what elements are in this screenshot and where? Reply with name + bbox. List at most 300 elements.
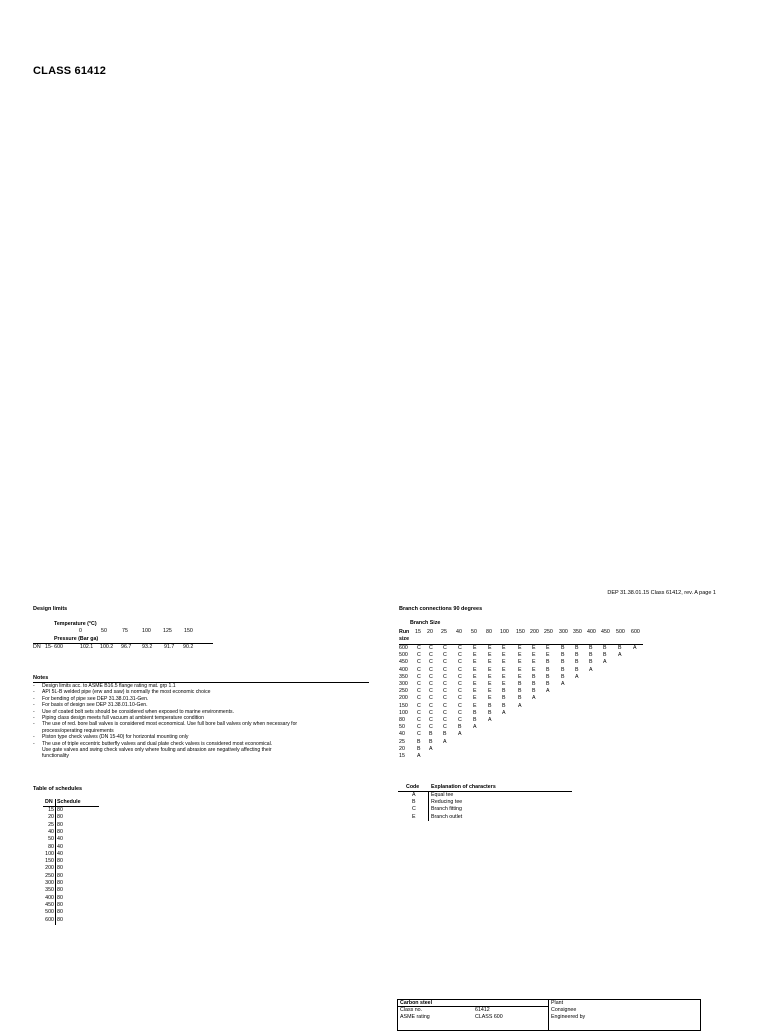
branch-heading: Branch connections 90 degrees (399, 606, 483, 612)
branch-code: B (546, 666, 550, 673)
temp-value: 50 (101, 628, 107, 634)
pressure-value: 91.7 (164, 644, 175, 650)
branch-code: C (458, 666, 462, 673)
branch-code: C (429, 659, 433, 666)
temp-value: 150 (184, 628, 193, 634)
note-text: Piston type check valves (DN 15-40) for horizontal mounting only (42, 734, 189, 741)
branch-code: B (518, 681, 522, 687)
codes-col-code: Code (406, 784, 420, 790)
branch-code: B (561, 666, 565, 673)
notes-heading: Notes (33, 675, 49, 681)
branch-run-size: 350 (399, 673, 408, 680)
branch-code: C (429, 645, 433, 651)
branch-code: E (518, 659, 522, 666)
schedules-col-schedule: Schedule (57, 799, 81, 805)
branch-code: E (532, 659, 536, 666)
branch-code: C (417, 681, 421, 687)
branch-code: C (429, 673, 433, 680)
branch-row (0, 717, 768, 724)
branch-code: A (443, 738, 447, 745)
schedule-row (0, 865, 120, 872)
temp-value: 125 (163, 628, 172, 634)
branch-code: C (443, 688, 447, 695)
branch-code: C (443, 724, 447, 731)
schedule-row (0, 822, 120, 829)
branch-code: B (417, 738, 421, 745)
schedule-value: 40 (57, 850, 63, 857)
code-letter: C (412, 806, 416, 813)
schedule-value: 80 (57, 865, 63, 872)
branch-code: E (518, 666, 522, 673)
code-row (0, 806, 600, 813)
branch-code: C (429, 688, 433, 695)
branch-run-size: 80 (399, 717, 405, 723)
branch-code: B (561, 659, 565, 666)
branch-code: C (443, 695, 447, 702)
run-label: Run (399, 629, 410, 635)
branch-code: E (518, 673, 522, 680)
code-letter: A (412, 792, 416, 798)
branch-code: C (443, 709, 447, 716)
branch-code: C (417, 717, 421, 723)
branch-code: E (473, 645, 477, 651)
schedule-value: 80 (57, 821, 63, 828)
branch-code: E (473, 652, 477, 659)
branch-code: C (417, 645, 421, 651)
branch-code: B (429, 731, 433, 738)
branch-run-size: 15 (399, 753, 405, 759)
branch-code: C (429, 702, 433, 709)
branch-col-label: 80 (486, 629, 492, 635)
branch-code: E (532, 666, 536, 673)
branch-code: A (518, 702, 522, 709)
branch-col-label: 350 (573, 629, 582, 635)
branch-code: B (502, 695, 506, 702)
branch-code: A (488, 717, 492, 723)
branch-code: C (417, 688, 421, 695)
rating-label: ASME rating (400, 1014, 430, 1020)
branch-code: A (575, 673, 579, 680)
schedule-row (0, 902, 120, 909)
schedule-dn: 80 (48, 843, 54, 850)
note-text: Use of coated bolt sets should be considered when exposed to marine environments. (42, 708, 234, 715)
schedule-row (0, 895, 120, 902)
schedule-dn: 20 (48, 814, 54, 821)
branch-code: A (502, 709, 506, 716)
schedule-value: 80 (57, 872, 63, 879)
branch-code: E (473, 695, 477, 702)
branch-code: A (532, 695, 536, 702)
dn-range: 15- 600 (45, 644, 63, 650)
schedule-value: 80 (57, 916, 63, 923)
branch-code: C (443, 666, 447, 673)
branch-run-size: 200 (399, 695, 408, 702)
note-bullet: - (33, 695, 35, 702)
schedule-dn: 100 (45, 850, 54, 857)
branch-code: E (473, 702, 477, 709)
branch-run-size: 25 (399, 738, 405, 745)
branch-code: E (532, 652, 536, 659)
branch-code: C (443, 673, 447, 680)
code-letter: B (412, 799, 416, 806)
branch-code: C (458, 659, 462, 666)
pressure-value: 93.2 (142, 644, 153, 650)
branch-col-label: 50 (471, 629, 477, 635)
page-title: CLASS 61412 (33, 65, 107, 77)
title-block-divider (548, 1000, 549, 1030)
branch-code: E (518, 645, 522, 651)
branch-code: C (458, 673, 462, 680)
branch-code: E (502, 645, 506, 651)
branch-row (0, 703, 768, 710)
code-row (0, 799, 600, 806)
note-text: The use of red. bore ball valves is considered most economical. Use full bore ball valves only when necessary for (42, 721, 298, 728)
branch-code: C (429, 652, 433, 659)
note-text: For bending of pipe see DEP 31.38.01.31-Gen. (42, 695, 149, 702)
branch-code: B (417, 745, 421, 752)
branch-code: B (458, 724, 462, 731)
branch-code: A (561, 681, 565, 687)
branch-code: B (618, 645, 622, 651)
consignee-label: Consignee (551, 1007, 577, 1013)
note-text: process/operating requirements (42, 727, 114, 734)
branch-run-size: 40 (399, 731, 405, 738)
branch-code: A (429, 745, 433, 752)
branch-col-label: 20 (427, 629, 433, 635)
branch-row (0, 667, 768, 674)
branch-code: C (417, 673, 421, 680)
code-letter: E (412, 813, 416, 820)
branch-col-label: 150 (516, 629, 525, 635)
run-size-label: size (399, 636, 410, 642)
branch-code: B (589, 652, 593, 659)
branch-row (0, 746, 768, 753)
schedules-heading: Table of schedules (33, 786, 83, 792)
branch-code: B (488, 709, 492, 716)
branch-code: E (488, 688, 492, 695)
schedule-value: 80 (57, 814, 63, 821)
schedule-row (0, 873, 120, 880)
branch-code: E (473, 659, 477, 666)
schedule-dn: 25 (48, 821, 54, 828)
branch-code: E (488, 673, 492, 680)
branch-row (0, 695, 768, 702)
class-value: 61412 (475, 1007, 490, 1013)
branch-row (0, 659, 768, 666)
branch-run-size: 600 (399, 645, 408, 651)
note-bullet: - (33, 702, 35, 709)
branch-code: E (546, 645, 550, 651)
schedule-row (0, 909, 120, 916)
branch-code: C (458, 717, 462, 723)
branch-code: B (443, 731, 447, 738)
branch-code: A (618, 652, 622, 659)
branch-run-size: 450 (399, 659, 408, 666)
note-bullet: - (33, 689, 35, 696)
note-text: The use of triple eccentric butterfly valves and dual plate check valves is considered most economical. (42, 740, 273, 747)
branch-size-label: Branch Size (410, 620, 441, 626)
branch-code: C (417, 709, 421, 716)
note-bullet: - (33, 715, 35, 721)
branch-col-label: 100 (500, 629, 509, 635)
branch-col-label: 15 (415, 629, 421, 635)
note-text: functionality (42, 753, 69, 760)
branch-code: B (502, 702, 506, 709)
branch-row (0, 688, 768, 695)
branch-code: C (443, 681, 447, 687)
branch-run-size: 50 (399, 724, 405, 731)
branch-code: B (473, 709, 477, 716)
branch-code: B (502, 688, 506, 695)
schedule-dn: 350 (45, 887, 54, 894)
branch-code: A (417, 753, 421, 759)
branch-col-label: 40 (456, 629, 462, 635)
schedule-dn: 15 (48, 807, 54, 813)
codes-col-explanation: Explanation of characters (431, 784, 496, 790)
design-limits-heading: Design limits (33, 606, 68, 612)
branch-code: B (488, 702, 492, 709)
schedule-row (0, 851, 120, 858)
branch-code: C (443, 645, 447, 651)
schedule-value: 80 (57, 909, 63, 916)
branch-col-label: 500 (616, 629, 625, 635)
schedule-value: 80 (57, 807, 63, 813)
note-text: For basis of design see DEP 31.38.01.10-Gen. (42, 702, 148, 709)
branch-code: A (546, 688, 550, 695)
branch-row (0, 674, 768, 681)
schedule-value: 80 (57, 858, 63, 865)
branch-code: C (417, 695, 421, 702)
pressure-value: 100.2 (100, 644, 114, 650)
codes-header (0, 784, 600, 791)
branch-code: A (603, 659, 607, 666)
schedule-value: 80 (57, 894, 63, 901)
branch-code: C (458, 695, 462, 702)
schedule-dn: 50 (48, 836, 54, 843)
branch-code: B (473, 717, 477, 723)
branch-run-size: 400 (399, 666, 408, 673)
schedule-row (0, 887, 120, 894)
branch-col-label: 400 (587, 629, 596, 635)
branch-code: B (546, 681, 550, 687)
branch-code: B (575, 659, 579, 666)
material-label: Carbon steel (400, 999, 433, 1006)
branch-row (0, 681, 768, 688)
branch-code: C (458, 645, 462, 651)
schedule-row (0, 880, 120, 887)
schedule-row (0, 829, 120, 836)
schedule-dn: 40 (48, 828, 54, 835)
temp-value: 100 (142, 628, 151, 634)
branch-code: C (417, 659, 421, 666)
branch-code: C (417, 702, 421, 709)
branch-row (0, 753, 768, 760)
schedule-value: 80 (57, 880, 63, 886)
branch-code: B (561, 652, 565, 659)
branch-code: E (473, 688, 477, 695)
branch-code: B (532, 688, 536, 695)
branch-col-label: 450 (601, 629, 610, 635)
branch-code: E (488, 666, 492, 673)
branch-code: C (429, 724, 433, 731)
note-text: Use gate valves and swing check valves only where fouling and abrasion are negatively affecting their (42, 747, 272, 753)
branch-code: B (575, 666, 579, 673)
schedule-dn: 300 (45, 880, 54, 886)
branch-code: E (473, 681, 477, 687)
schedule-value: 80 (57, 901, 63, 908)
branch-code: E (502, 659, 506, 666)
temp-value: 0 (79, 628, 82, 634)
branch-run-size: 150 (399, 702, 408, 709)
branch-code: C (429, 681, 433, 687)
branch-code: C (458, 681, 462, 687)
code-explanation: Reducing tee (431, 799, 463, 806)
note-bullet: - (33, 740, 35, 747)
branch-code: E (502, 666, 506, 673)
note-bullet: - (33, 708, 35, 715)
schedule-dn: 400 (45, 894, 54, 901)
branch-run-size: 100 (399, 709, 408, 716)
branch-code: E (546, 652, 550, 659)
schedule-value: 40 (57, 843, 63, 850)
branch-code: E (473, 666, 477, 673)
branch-code: B (603, 652, 607, 659)
branch-code: B (575, 645, 579, 651)
branch-code: E (502, 681, 506, 687)
branch-code: B (532, 681, 536, 687)
branch-header-row (0, 629, 768, 636)
branch-code: B (561, 673, 565, 680)
schedule-dn: 500 (45, 909, 54, 916)
branch-run-size: 500 (399, 652, 408, 659)
branch-code: C (458, 652, 462, 659)
branch-row (0, 724, 768, 731)
schedule-dn: 450 (45, 901, 54, 908)
branch-code: A (633, 645, 637, 651)
branch-code: B (589, 659, 593, 666)
code-row (0, 814, 600, 821)
branch-code: C (443, 702, 447, 709)
pressure-value: 102.1 (80, 644, 94, 650)
branch-code: E (488, 652, 492, 659)
branch-code: E (532, 645, 536, 651)
engineered-by-label: Engineered by (551, 1014, 586, 1020)
branch-code: C (443, 652, 447, 659)
note-text: API 5L-B welded pipe (erw and saw) is normally the most economic choice (42, 689, 211, 696)
branch-code: B (532, 673, 536, 680)
branch-row (0, 710, 768, 717)
branch-code: B (518, 688, 522, 695)
branch-code: B (546, 673, 550, 680)
branch-code: E (488, 681, 492, 687)
branch-code: A (458, 731, 462, 738)
branch-code: C (443, 717, 447, 723)
branch-code: A (473, 724, 477, 731)
branch-row (0, 739, 768, 746)
schedule-value: 40 (57, 836, 63, 843)
code-explanation: Branch fitting (431, 806, 462, 813)
branch-code: C (458, 688, 462, 695)
branch-row (0, 652, 768, 659)
note-bullet: - (33, 734, 35, 741)
schedule-dn: 250 (45, 872, 54, 879)
branch-code: B (561, 645, 565, 651)
branch-code: C (429, 695, 433, 702)
branch-code: C (417, 724, 421, 731)
code-row (0, 792, 600, 799)
branch-run-size: 300 (399, 681, 408, 687)
branch-code: C (458, 702, 462, 709)
schedules-col-dn: DN (45, 799, 53, 805)
branch-code: E (502, 673, 506, 680)
schedule-row (0, 858, 120, 865)
schedule-dn: 600 (45, 916, 54, 923)
schedule-dn: 200 (45, 865, 54, 872)
branch-code: C (417, 731, 421, 738)
branch-col-label: 25 (441, 629, 447, 635)
branch-col-label: 200 (530, 629, 539, 635)
branch-col-label: 300 (559, 629, 568, 635)
branch-code: E (488, 645, 492, 651)
document-reference: DEP 31.38.01.15 Class 61412, rev. A page 1 (607, 590, 716, 596)
plant-label: Plant (551, 999, 564, 1006)
note-text: Design limits acc. to ASME B16.5 flange rating mat. grp 1.1 (42, 683, 176, 689)
pressure-value: 90.2 (183, 644, 194, 650)
class-label: Class no. (400, 1007, 423, 1013)
pressure-value: 96.7 (121, 644, 132, 650)
code-explanation: Branch outlet (431, 813, 463, 820)
schedule-row (0, 844, 120, 851)
temperature-label: Temperature (°C) (54, 621, 97, 627)
branch-code: C (458, 709, 462, 716)
branch-code: B (518, 695, 522, 702)
branch-code: B (429, 738, 433, 745)
branch-code: B (603, 645, 607, 651)
branch-run-size: 20 (399, 745, 405, 752)
branch-code: E (502, 652, 506, 659)
code-explanation: Equal tee (431, 792, 454, 798)
branch-code: C (417, 652, 421, 659)
branch-code: C (429, 717, 433, 723)
branch-code: E (518, 652, 522, 659)
branch-code: C (443, 659, 447, 666)
schedule-row (0, 917, 120, 924)
title-block (397, 999, 701, 1031)
branch-col-label: 250 (544, 629, 553, 635)
branch-code: C (429, 666, 433, 673)
schedule-value: 80 (57, 887, 63, 894)
temp-value: 75 (122, 628, 128, 634)
note-text: Piping class design meets full vacuum at ambient temperature condition (42, 715, 204, 721)
branch-code: B (546, 659, 550, 666)
rating-value: CLASS 600 (475, 1014, 503, 1020)
branch-code: C (417, 666, 421, 673)
schedule-value: 80 (57, 828, 63, 835)
dn-label: DN (33, 644, 41, 650)
branch-run-size: 250 (399, 688, 408, 695)
pressure-label: Pressure (Bar ga) (54, 636, 99, 642)
branch-code: E (473, 673, 477, 680)
branch-row (0, 645, 768, 652)
note-bullet: - (33, 683, 35, 689)
schedule-dn: 150 (45, 858, 54, 865)
branch-code: A (589, 666, 593, 673)
branch-row (0, 731, 768, 741)
branch-col-label: 600 (631, 629, 640, 635)
note-bullet: - (33, 721, 35, 728)
branch-code: C (429, 709, 433, 716)
branch-code: E (488, 659, 492, 666)
